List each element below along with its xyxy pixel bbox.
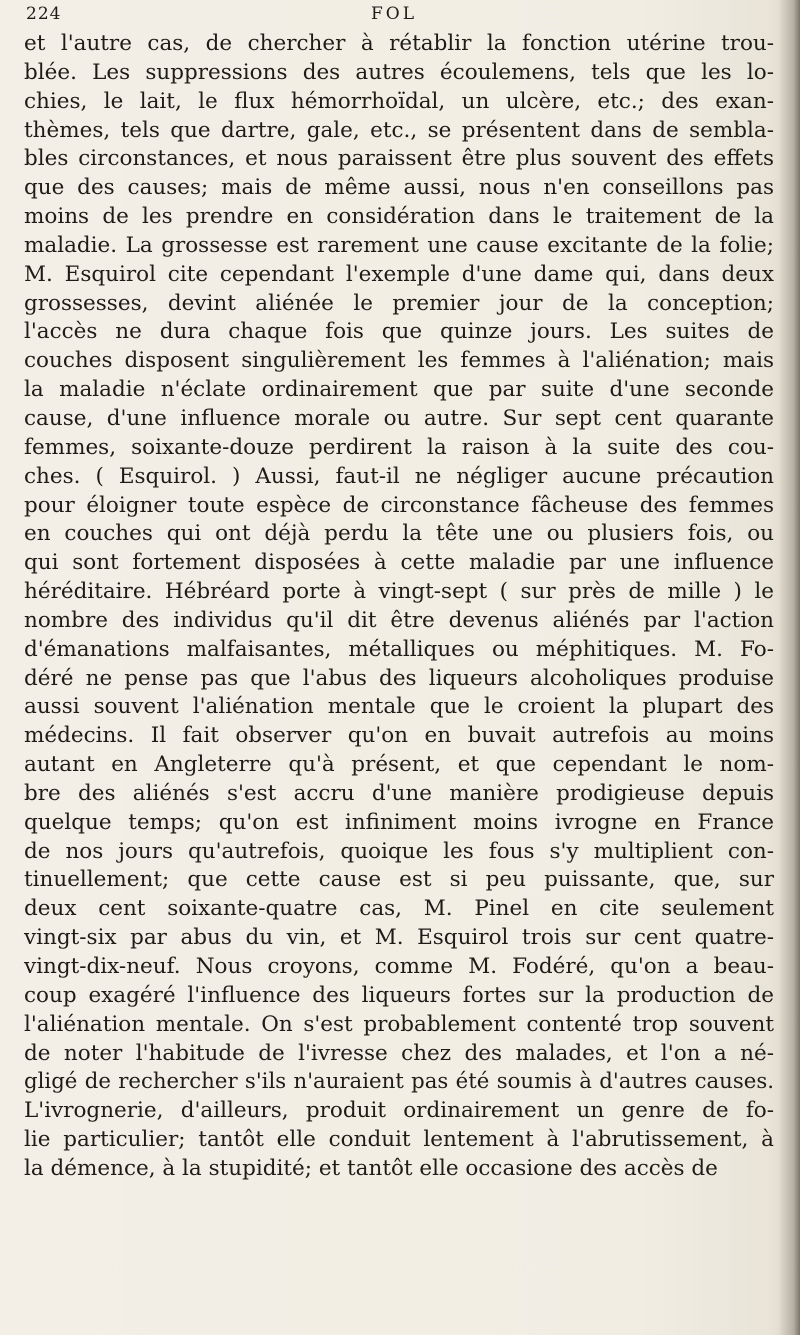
text-line: thèmes, tels que dartre, gale, etc., se présentent dans de sembla- bbox=[24, 117, 774, 143]
text-line: de noter l'habitude de l'ivresse chez des malades, et l'on a né- bbox=[24, 1040, 774, 1066]
text-line: coup exagéré l'influence des liqueurs fortes sur la production de bbox=[24, 982, 774, 1008]
text-line: la démence, à la stupidité; et tantôt elle occasione des accès de bbox=[24, 1155, 718, 1181]
text-line: déré ne pense pas que l'abus des liqueurs alcoholiques produise bbox=[24, 665, 774, 691]
text-line: que des causes; mais de même aussi, nous n'en conseillons pas bbox=[24, 175, 774, 201]
text-line: moins de les prendre en considération dans le traitement de la bbox=[24, 204, 774, 230]
text-line: L'ivrognerie, d'ailleurs, produit ordinairement un genre de fo- bbox=[24, 1098, 774, 1124]
text-line: gligé de rechercher s'ils n'auraient pas été soumis à d'autres causes. bbox=[24, 1069, 774, 1095]
text-line: de nos jours qu'autrefois, quoique les fous s'y multiplient con- bbox=[24, 838, 774, 864]
text-line: tinuellement; que cette cause est si peu puissante, que, sur bbox=[24, 867, 774, 893]
page-header bbox=[26, 4, 786, 30]
text-line: bre des aliénés s'est accru d'une manière prodigieuse depuis bbox=[24, 780, 774, 806]
text-line: lie particulier; tantôt elle conduit lentement à l'abrutissement, à bbox=[24, 1127, 774, 1153]
text-line: autant en Angleterre qu'à présent, et que cependant le nom- bbox=[24, 752, 774, 778]
text-line: et l'autre cas, de chercher à rétablir la fonction utérine trou- bbox=[24, 31, 774, 56]
text-line: quelque temps; qu'on est infiniment moins ivrogne en France bbox=[24, 809, 774, 835]
text-line: nombre des individus qu'il dit être devenus aliénés par l'action bbox=[24, 607, 774, 633]
text-line: d'émanations malfaisantes, métalliques ou méphitiques. M. Fo- bbox=[24, 636, 774, 662]
text-line: la maladie n'éclate ordinairement que par suite d'une seconde bbox=[24, 377, 774, 403]
text-line: l'accès ne dura chaque fois que quinze jours. Les suites de bbox=[24, 319, 774, 345]
text-line: grossesses, devint aliénée le premier jour de la conception; bbox=[24, 290, 774, 316]
text-line: héréditaire. Hébréard porte à vingt-sept ( sur près de mille ) le bbox=[24, 579, 774, 605]
text-line: en couches qui ont déjà perdu la tête une ou plusiers fois, ou bbox=[24, 521, 774, 547]
page-number: 224 bbox=[26, 4, 62, 24]
text-line: blée. Les suppressions des autres écoulemens, tels que les lo- bbox=[24, 59, 774, 85]
running-head: FOL bbox=[371, 4, 418, 24]
text-line: vingt-six par abus du vin, et M. Esquirol trois sur cent quatre- bbox=[24, 925, 774, 951]
text-line: pour éloigner toute espèce de circonstance fâcheuse des femmes bbox=[24, 492, 774, 518]
text-line: bles circonstances, et nous paraissent être plus souvent des effets bbox=[24, 146, 774, 172]
text-line: M. Esquirol cite cependant l'exemple d'une dame qui, dans deux bbox=[24, 261, 774, 287]
text-line: cause, d'une influence morale ou autre. Sur sept cent quarante bbox=[24, 405, 774, 431]
text-line: l'aliénation mentale. On s'est probablement contenté trop souvent bbox=[24, 1011, 774, 1037]
text-line: chies, le lait, le flux hémorrhoïdal, un ulcère, etc.; des exan- bbox=[24, 88, 774, 114]
text-line: couches disposent singulièrement les femmes à l'aliénation; mais bbox=[24, 348, 774, 374]
text-line: médecins. Il fait observer qu'on en buvait autrefois au moins bbox=[24, 723, 774, 749]
body-text bbox=[24, 30, 774, 1184]
text-line: qui sont fortement disposées à cette maladie par une influence bbox=[24, 550, 774, 576]
text-line: maladie. La grossesse est rarement une cause excitante de la folie; bbox=[24, 232, 774, 258]
text-line: aussi souvent l'aliénation mentale que le croient la plupart des bbox=[24, 694, 774, 720]
text-line: deux cent soixante-quatre cas, M. Pinel en cite seulement bbox=[24, 896, 774, 922]
page-edge-shadow bbox=[778, 0, 800, 1335]
text-line: femmes, soixante-douze perdirent la raison à la suite des cou- bbox=[24, 434, 774, 460]
text-line: ches. ( Esquirol. ) Aussi, faut-il ne négliger aucune précaution bbox=[24, 463, 774, 489]
text-line: vingt-dix-neuf. Nous croyons, comme M. Fodéré, qu'on a beau- bbox=[24, 954, 774, 979]
